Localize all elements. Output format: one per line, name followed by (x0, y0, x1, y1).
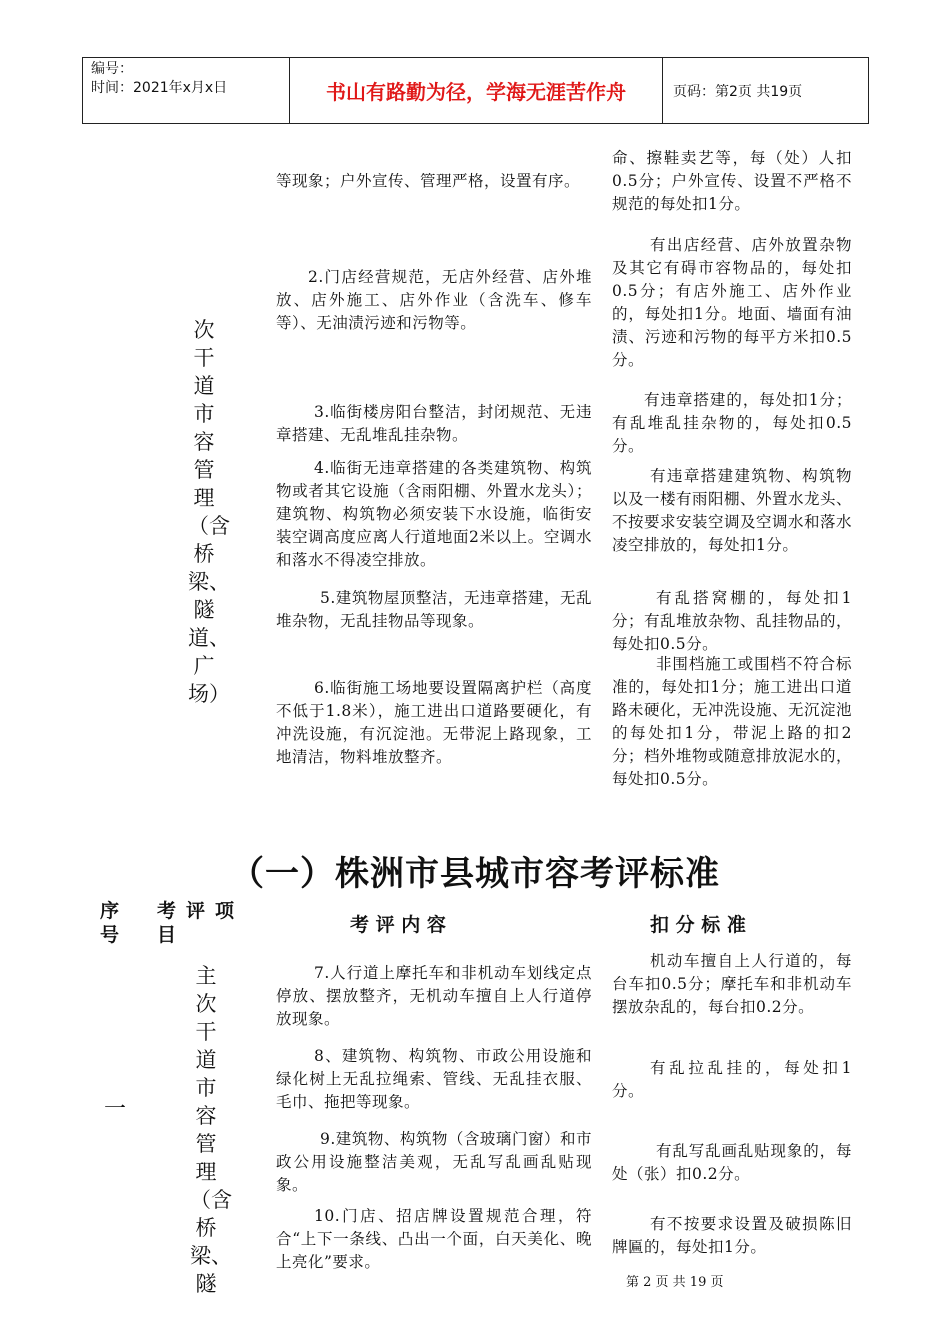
content-cell: 6.临街施工场地要设置隔离护栏（高度不低于1.8米），施工进出口道路要硬化，有冲洗设施，有沉淀池。无带泥上路现象，工地清洁，物料堆放整齐。 (276, 679, 592, 766)
header-meta (83, 58, 290, 124)
column-header-item: 考评项目 (157, 900, 245, 946)
content-cell: 2.门店经营规范，无店外经营、店外堆放、店外施工、店外作业（含洗车、修车等）、无油渍污迹和污物等。 (276, 268, 592, 332)
standard-cell: 机动车擅自上人行道的，每台车扣0.5分；摩托车和非机动车摆放杂乱的，每台扣0.2分。 (612, 952, 852, 1016)
standard-cell: 有不按要求设置及破损陈旧牌匾的，每处扣1分。 (612, 1215, 852, 1256)
page-header (82, 57, 869, 124)
content-cell: 8、建筑物、构筑物、市政公用设施和绿化树上无乱拉绳索、管线、无乱挂衣服、毛巾、拖把等现象。 (276, 1047, 592, 1111)
number-label: 编号： (91, 61, 133, 77)
row-seq: 一 (104, 1097, 127, 1122)
standard-cell: 非围档施工或围档不符合标准的，每处扣1分；施工进出口道路未硬化，无冲洗设施、无沉淀池的每处扣1分，带泥上路的扣2分；档外堆物或随意排放泥水的，每处扣0.5分。 (612, 655, 853, 788)
time-label: 时间：2021年x月x日 (91, 80, 228, 96)
standard-cell: 有违章搭建建筑物、构筑物以及一楼有雨阳棚、外置水龙头、不按要求安装空调及空调水和落水凌空排放的，每处扣1分。 (612, 467, 853, 554)
content-cell: 4.临街无违章搭建的各类建筑物、构筑物或者其它设施（含雨阳棚、外置水龙头）；建筑物、构筑物必须安装下水设施，临街安装空调高度应离人行道地面2米以上。空调水和落水不得凌空排放。 (276, 459, 592, 569)
standard-cell: 有违章搭建的，每处扣1分；有乱堆乱挂杂物的，每处扣0.5分。 (612, 391, 852, 455)
content-cell: 等现象；户外宣传、管理严格，设置有序。 (276, 172, 581, 190)
page-info: 页码：第2页 共19页 (663, 58, 869, 124)
page-title: （一）株洲市县城市容考评标准 (230, 854, 720, 894)
standard-cell: 有乱搭窝棚的，每处扣1分；有乱堆放杂物、乱挂物品的，每处扣0.5分。 (612, 589, 853, 653)
motto: 书山有路勤为径，学海无涯苦作舟 (290, 58, 663, 124)
content-cell: 3.临街楼房阳台整洁，封闭规范、无违章搭建、无乱堆乱挂杂物。 (276, 403, 592, 444)
category-label-2: 主次干道市容管理（含桥梁、隧 (190, 964, 232, 1296)
column-header-content: 考 评 内 容 (350, 914, 446, 936)
column-header-seq: 序号 (100, 900, 120, 946)
standard-cell: 有出店经营、店外放置杂物及其它有碍市容物品的，每处扣0.5分；有店外施工、店外作业的，每处扣1分。地面、墙面有油渍、污迹和污物的每平方米扣0.5分。 (612, 236, 852, 369)
page-footer: 第 2 页 共 19 页 (626, 1275, 724, 1290)
standard-cell: 有乱拉乱挂的，每处扣1分。 (612, 1059, 852, 1100)
content-cell: 5.建筑物屋顶整洁，无违章搭建，无乱堆杂物，无乱挂物品等现象。 (276, 589, 592, 630)
standard-cell: 有乱写乱画乱贴现象的，每处（张）扣0.2分。 (612, 1142, 852, 1183)
column-header-standard: 扣 分 标 准 (650, 914, 746, 936)
category-label-1: 次干道市容管理（含桥梁、隧道、广场） (188, 318, 230, 706)
standard-cell: 命、擦鞋卖艺等，每（处）人扣0.5分；户外宣传、设置不严格不规范的每处扣1分。 (612, 149, 852, 213)
content-cell: 9.建筑物、构筑物（含玻璃门窗）和市政公用设施整洁美观，无乱写乱画乱贴现象。 (276, 1130, 592, 1194)
content-cell: 10.门店、招店牌设置规范合理，符合“上下一条线、凸出一个面，白天美化、晚上亮化”要求。 (276, 1207, 592, 1271)
content-cell: 7.人行道上摩托车和非机动车划线定点停放、摆放整齐，无机动车擅自上人行道停放现象。 (276, 964, 592, 1028)
